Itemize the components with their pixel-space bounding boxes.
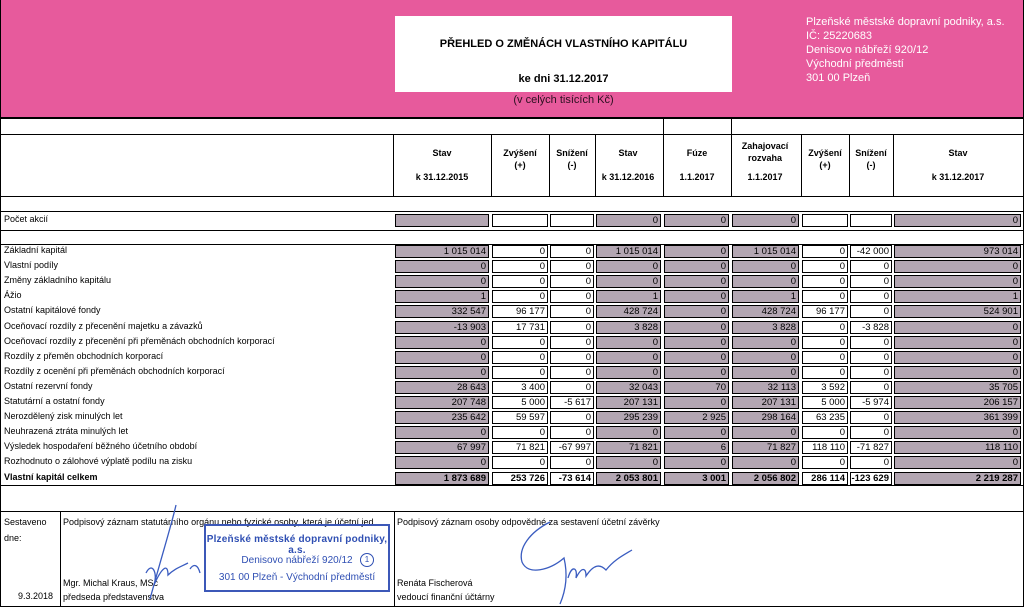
column-header-9-l1: Stav <box>948 148 968 158</box>
value-cell: 0 <box>596 214 661 227</box>
value-cell: 1 015 014 <box>395 245 489 258</box>
value-cell <box>492 214 548 227</box>
value-cell: 70 <box>664 381 729 394</box>
column-header-2-l1: Zvýšení <box>503 148 537 158</box>
statement-date: ke dni 31.12.2017 <box>518 73 609 85</box>
dne-label: dne: <box>4 533 22 543</box>
table-row <box>0 304 1024 319</box>
value-cell: 0 <box>550 381 594 394</box>
value-cell: 5 000 <box>492 396 548 409</box>
value-cell: 0 <box>492 351 548 364</box>
value-cell: 0 <box>850 366 892 379</box>
sestaveno-label: Sestaveno <box>4 517 47 527</box>
value-cell: 0 <box>664 260 729 273</box>
value-cell: 0 <box>550 366 594 379</box>
value-cell: 3 400 <box>492 381 548 394</box>
signer1-role: předseda představenstva <box>63 592 165 602</box>
row-label: Rozdíly z ocenění při přeměnách obchodních korporací <box>4 365 225 376</box>
value-cell: 298 164 <box>732 411 799 424</box>
column-header-7-l2: (+) <box>819 160 831 170</box>
column-separator <box>663 134 664 196</box>
value-cell: 96 177 <box>802 305 848 318</box>
row-label: Rozdíly z přeměn obchodních korporací <box>4 350 164 361</box>
value-cell: 207 131 <box>596 396 661 409</box>
value-cell: 63 235 <box>802 411 848 424</box>
value-cell: 3 592 <box>802 381 848 394</box>
value-cell: 0 <box>850 456 892 469</box>
value-cell: 0 <box>492 245 548 258</box>
value-cell: 0 <box>664 456 729 469</box>
value-cell: 0 <box>550 351 594 364</box>
value-cell: 0 <box>664 321 729 334</box>
value-cell: 0 <box>664 351 729 364</box>
value-cell: 0 <box>894 351 1021 364</box>
value-cell: 1 873 689 <box>395 472 489 485</box>
column-header-8-l2: (-) <box>866 160 876 170</box>
value-cell: 0 <box>894 456 1021 469</box>
value-cell: 6 <box>664 441 729 454</box>
value-cell: 0 <box>596 260 661 273</box>
table-row <box>0 425 1024 440</box>
value-cell: 0 <box>492 336 548 349</box>
value-cell: 0 <box>664 426 729 439</box>
table-row <box>0 365 1024 380</box>
value-cell: 428 724 <box>596 305 661 318</box>
company-city: 301 00 Plzeň <box>806 72 871 84</box>
value-cell: 207 131 <box>732 396 799 409</box>
company-info <box>806 15 1024 85</box>
value-cell: -5 974 <box>850 396 892 409</box>
table-row <box>0 244 1024 259</box>
row-label: Počet akcií <box>4 214 49 224</box>
row-label: Oceňovací rozdíly z přecenění majetku a závazků <box>4 320 203 331</box>
column-header-2-l2: (+) <box>514 160 526 170</box>
value-cell: 0 <box>802 290 848 303</box>
value-cell: 0 <box>732 214 799 227</box>
value-cell: 0 <box>492 456 548 469</box>
value-cell: 0 <box>894 260 1021 273</box>
value-cell: 235 642 <box>395 411 489 424</box>
value-cell: 0 <box>802 275 848 288</box>
value-cell: 0 <box>802 366 848 379</box>
value-cell: 0 <box>850 290 892 303</box>
value-cell: 5 000 <box>802 396 848 409</box>
company-name: Plzeňské městské dopravní podniky, a.s. <box>806 16 1005 28</box>
value-cell: 0 <box>894 426 1021 439</box>
value-cell: 3 001 <box>664 472 729 485</box>
value-cell: 428 724 <box>732 305 799 318</box>
value-cell: 1 <box>732 290 799 303</box>
value-cell: 206 157 <box>894 396 1021 409</box>
value-cell <box>802 214 848 227</box>
table-row <box>0 471 1024 486</box>
stamp-line-1: Plzeňské městské dopravní podniky, a.s. <box>206 534 388 556</box>
value-cell: 0 <box>850 260 892 273</box>
signature-2-icon <box>510 520 640 605</box>
value-cell: -71 827 <box>850 441 892 454</box>
value-cell: 0 <box>550 290 594 303</box>
value-cell: 0 <box>802 351 848 364</box>
value-cell: 0 <box>492 275 548 288</box>
value-cell: 295 239 <box>596 411 661 424</box>
signer2-title: Podpisový záznam osoby odpovědné za sestavení účetní závěrky <box>397 517 660 527</box>
value-cell: 0 <box>894 321 1021 334</box>
value-cell: 0 <box>664 290 729 303</box>
column-separator <box>393 134 394 196</box>
grid-line <box>0 196 1024 197</box>
grid-line <box>0 134 1024 135</box>
company-id: IČ: 25220683 <box>806 30 873 42</box>
statement-title: PŘEHLED O ZMĚNÁCH VLASTNÍHO KAPITÁLU <box>439 38 688 50</box>
value-cell: 71 827 <box>732 441 799 454</box>
row-label: Statutární a ostatní fondy <box>4 396 105 406</box>
value-cell: 1 <box>596 290 661 303</box>
company-district: Východní předměstí <box>806 58 904 70</box>
column-header-4-l3: k 31.12.2016 <box>601 172 655 182</box>
value-cell: 0 <box>550 275 594 288</box>
value-cell: 0 <box>492 426 548 439</box>
value-cell: -42 000 <box>850 245 892 258</box>
value-cell: 0 <box>802 456 848 469</box>
value-cell: 32 043 <box>596 381 661 394</box>
value-cell: 0 <box>550 305 594 318</box>
value-cell: 0 <box>732 260 799 273</box>
value-cell: 0 <box>550 321 594 334</box>
value-cell: 0 <box>596 351 661 364</box>
company-stamp <box>204 524 390 592</box>
value-cell: 118 110 <box>802 441 848 454</box>
value-cell: 17 731 <box>492 321 548 334</box>
value-cell: 32 113 <box>732 381 799 394</box>
column-separator <box>731 118 732 134</box>
row-label: Ážio <box>4 290 22 301</box>
row-label: Oceňovací rozdíly z přecenění při přeměnách obchodních korporací <box>4 335 275 346</box>
value-cell: 0 <box>664 214 729 227</box>
value-cell: 0 <box>550 456 594 469</box>
value-cell: 0 <box>492 366 548 379</box>
signer2-name: Renáta Fischerová <box>397 578 473 588</box>
value-cell: 0 <box>395 366 489 379</box>
signature-1-icon <box>128 503 208 603</box>
value-cell: 0 <box>732 351 799 364</box>
column-header-5-l3: 1.1.2017 <box>679 172 715 182</box>
grid-line <box>0 230 1024 231</box>
column-header-1-l3: k 31.12.2015 <box>415 172 469 182</box>
value-cell: 0 <box>802 245 848 258</box>
column-header-1-l1: Stav <box>432 148 452 158</box>
value-cell: 0 <box>850 426 892 439</box>
units-note: (v celých tisících Kč) <box>513 94 614 106</box>
signer1-title: Podpisový záznam statutárního orgánu nebo fyzické osoby, která je účetní jed <box>63 517 374 527</box>
stamp-line-2: Denisovo nábřeží 920/12 <box>241 555 353 566</box>
value-cell: 3 828 <box>596 321 661 334</box>
value-cell: 0 <box>802 321 848 334</box>
table-row-shares <box>0 213 1024 228</box>
signer1-name: Mgr. Michal Kraus, MSc <box>63 578 159 588</box>
value-cell <box>395 214 489 227</box>
value-cell: 0 <box>664 275 729 288</box>
value-cell: 0 <box>894 336 1021 349</box>
company-street: Denisovo nábřeží 920/12 <box>806 44 929 56</box>
value-cell: 0 <box>894 214 1021 227</box>
value-cell <box>850 214 892 227</box>
table-row <box>0 274 1024 289</box>
row-label: Rozhodnuto o zálohové výplatě podílu na zisku <box>4 456 193 467</box>
value-cell: 0 <box>550 336 594 349</box>
value-cell: 0 <box>395 260 489 273</box>
row-label: Nerozdělený zisk minulých let <box>4 411 123 422</box>
value-cell: 0 <box>550 245 594 258</box>
value-cell: 2 053 801 <box>596 472 661 485</box>
row-label: Vlastní kapitál celkem <box>4 471 98 482</box>
title-box <box>395 16 732 92</box>
column-header-9-l3: k 31.12.2017 <box>931 172 985 182</box>
footer-left-line <box>0 511 1 607</box>
value-cell: 0 <box>664 305 729 318</box>
value-cell <box>550 214 594 227</box>
value-cell: 0 <box>802 260 848 273</box>
row-label: Změny základního kapitálu <box>4 275 112 286</box>
column-header-4-l1: Stav <box>618 148 638 158</box>
column-header-6-l3: 1.1.2017 <box>747 172 783 182</box>
value-cell: 0 <box>596 426 661 439</box>
value-cell: -73 614 <box>550 472 594 485</box>
value-cell: 0 <box>596 336 661 349</box>
value-cell: 0 <box>850 381 892 394</box>
value-cell: 28 643 <box>395 381 489 394</box>
stamp-line-3: 301 00 Plzeň - Východní předměstí <box>218 572 376 583</box>
value-cell: 253 726 <box>492 472 548 485</box>
value-cell: 59 597 <box>492 411 548 424</box>
value-cell: 118 110 <box>894 441 1021 454</box>
value-cell: -123 629 <box>850 472 892 485</box>
value-cell: 0 <box>664 245 729 258</box>
value-cell: 0 <box>850 305 892 318</box>
value-cell: 2 219 287 <box>894 472 1021 485</box>
value-cell: 0 <box>492 290 548 303</box>
value-cell: 524 901 <box>894 305 1021 318</box>
value-cell: 0 <box>732 426 799 439</box>
row-label: Ostatní kapitálové fondy <box>4 305 101 316</box>
row-label: Výsledek hospodaření běžného účetního období <box>4 441 198 452</box>
value-cell: 0 <box>395 426 489 439</box>
footer-divider-2 <box>394 511 395 607</box>
value-cell: 0 <box>492 260 548 273</box>
value-cell: 2 056 802 <box>732 472 799 485</box>
value-cell: 0 <box>732 336 799 349</box>
value-cell: 2 925 <box>664 411 729 424</box>
value-cell: 0 <box>395 336 489 349</box>
table-row <box>0 455 1024 470</box>
column-header-6-l2: rozvaha <box>747 153 782 163</box>
row-label: Neuhrazená ztráta minulých let <box>4 426 129 437</box>
column-header-7-l1: Zvýšení <box>808 148 842 158</box>
value-cell: 0 <box>802 426 848 439</box>
column-header-8-l1: Snížení <box>855 148 887 158</box>
header-band <box>0 0 1024 118</box>
row-label: Ostatní rezervní fondy <box>4 380 93 391</box>
value-cell: 1 015 014 <box>596 245 661 258</box>
table-row <box>0 410 1024 425</box>
value-cell: 96 177 <box>492 305 548 318</box>
table-row <box>0 350 1024 365</box>
value-cell: 71 821 <box>492 441 548 454</box>
value-cell: 0 <box>850 351 892 364</box>
footer-divider-1 <box>60 511 61 607</box>
grid-line <box>0 211 1024 212</box>
table-row <box>0 289 1024 304</box>
table-row <box>0 380 1024 395</box>
column-header-3-l1: Snížení <box>556 148 588 158</box>
value-cell: 0 <box>550 426 594 439</box>
value-cell: -13 903 <box>395 321 489 334</box>
value-cell: 0 <box>395 351 489 364</box>
value-cell: 973 014 <box>894 245 1021 258</box>
value-cell: 0 <box>664 396 729 409</box>
value-cell: 0 <box>850 275 892 288</box>
value-cell: 0 <box>732 275 799 288</box>
stamp-badge: 1 <box>360 553 374 567</box>
value-cell: 1 <box>894 290 1021 303</box>
value-cell: -67 997 <box>550 441 594 454</box>
table-row <box>0 395 1024 410</box>
value-cell: 3 828 <box>732 321 799 334</box>
table-row <box>0 335 1024 350</box>
value-cell: 0 <box>395 275 489 288</box>
value-cell: 35 705 <box>894 381 1021 394</box>
compiled-date: 9.3.2018 <box>18 591 54 601</box>
column-header-3-l2: (-) <box>567 160 577 170</box>
row-label: Základní kapitál <box>4 245 68 255</box>
value-cell: 0 <box>894 366 1021 379</box>
value-cell: 0 <box>850 336 892 349</box>
value-cell: 0 <box>664 366 729 379</box>
value-cell: 0 <box>395 456 489 469</box>
value-cell: 361 399 <box>894 411 1021 424</box>
table-row <box>0 259 1024 274</box>
value-cell: 71 821 <box>596 441 661 454</box>
value-cell: 207 748 <box>395 396 489 409</box>
value-cell: 0 <box>894 275 1021 288</box>
signer2-role: vedoucí finanční účtárny <box>397 592 495 602</box>
value-cell: -3 828 <box>850 321 892 334</box>
value-cell: 0 <box>550 260 594 273</box>
column-header-5-l1: Fúze <box>686 148 708 158</box>
table-row <box>0 320 1024 335</box>
table-row <box>0 440 1024 455</box>
value-cell: 0 <box>596 275 661 288</box>
grid-line <box>0 118 1024 119</box>
value-cell: 67 997 <box>395 441 489 454</box>
value-cell: 1 <box>395 290 489 303</box>
row-label: Vlastní podíly <box>4 260 59 271</box>
value-cell: 0 <box>596 366 661 379</box>
column-separator <box>663 118 664 134</box>
value-cell: 0 <box>732 456 799 469</box>
column-header-6-l1: Zahajovací <box>741 141 789 151</box>
value-cell: 0 <box>802 336 848 349</box>
value-cell: 0 <box>850 411 892 424</box>
value-cell: 0 <box>732 366 799 379</box>
value-cell: 0 <box>550 411 594 424</box>
value-cell: 332 547 <box>395 305 489 318</box>
value-cell: 1 015 014 <box>732 245 799 258</box>
value-cell: 0 <box>596 456 661 469</box>
value-cell: 0 <box>664 336 729 349</box>
value-cell: -5 617 <box>550 396 594 409</box>
value-cell: 286 114 <box>802 472 848 485</box>
